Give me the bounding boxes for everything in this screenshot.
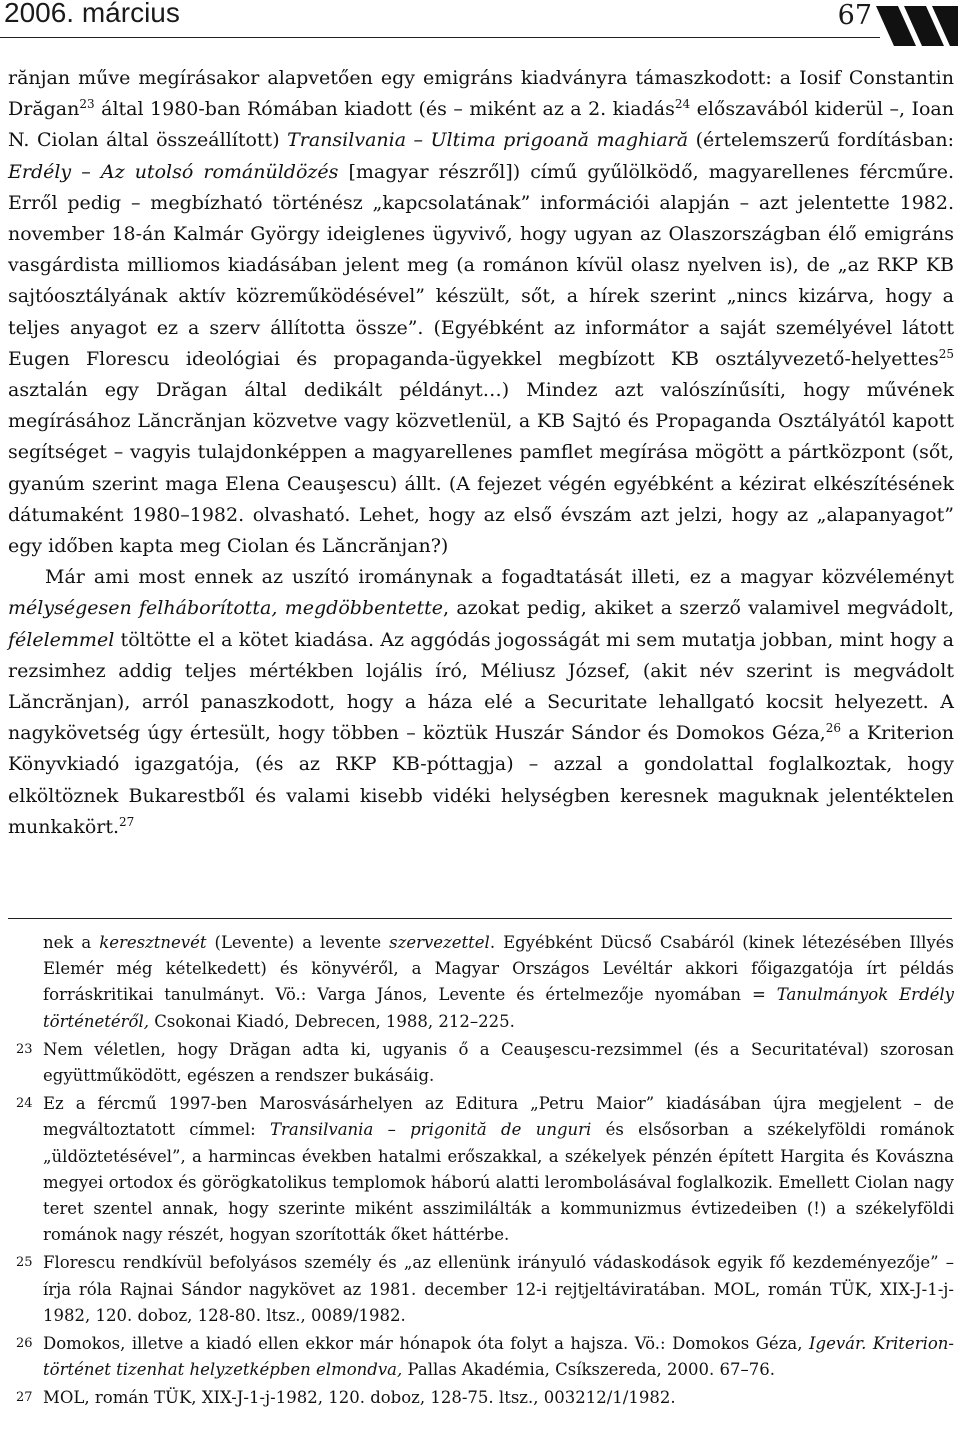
italic-text: Transilvania – prigonită de unguri xyxy=(270,1120,592,1140)
italic-text: Erdély – Az utolsó románüldözés xyxy=(8,160,339,183)
italic-text: szervezettel xyxy=(389,933,490,952)
italic-text: Igevár. Kriterion-történet tizenhat helyzetképben elmondva, xyxy=(43,1334,955,1380)
footnote-ref: 23 xyxy=(79,97,95,112)
footnote-ref: 26 xyxy=(825,721,841,736)
main-text xyxy=(8,63,954,843)
text-run: Florescu rendkívül befolyásos személy és „az ellenünk irányuló vádaskodások egyik fő kezdeményezője” – írja róla Rajnai Sándor nagykövet az 1981. december 12-i rejtjeltáviratában. MOL, román TÜK, XIX-J-1-j-1982, 120. doboz, 128-80. ltsz., 0089/1982. xyxy=(43,1253,954,1325)
text-run: Ez a fércmű 1997-ben Marosvásárhelyen az Editura „Petru Maior” kiadásában újra megjelent – de megváltoztatott címmel: xyxy=(43,1094,954,1140)
chevron-ornament-icon xyxy=(876,6,958,46)
italic-text: Tanulmányok Erdély történetéről, xyxy=(43,985,954,1031)
text-run: , azokat pedig, akiket a szerző valamivel megvádolt, xyxy=(442,597,954,620)
italic-text: Transilvania – Ultima prigoană maghiară xyxy=(287,129,689,152)
footnotes xyxy=(8,930,954,1412)
text-run: nek a xyxy=(43,933,100,952)
footnote xyxy=(8,1037,954,1089)
italic-text: félelemmel xyxy=(8,628,115,651)
footnote-number: 24 xyxy=(16,1096,33,1112)
text-run: Domokos, illetve a kiadó ellen ekkor már hónapok óta folyt a hajsza. Vö.: Domokos Géza, xyxy=(43,1334,809,1354)
footnote xyxy=(8,930,954,1035)
header-rule xyxy=(0,37,880,38)
footnote-number: 26 xyxy=(16,1336,33,1352)
footnote-rule xyxy=(8,918,952,919)
text-run: a Kriterion Könyvkiadó igazgatója, (és az RKP KB-póttagja) – azzal a gondolattal foglalkoztak, hogy elköltöznek Bukarestből és valami kisebb vidéki helységben keresnek maguknak jelentéktelen munkakört. xyxy=(8,722,954,838)
paragraph xyxy=(8,63,954,562)
text-run: MOL, román TÜK, XIX-J-1-j-1982, 120. doboz, 128-75. ltsz., 003212/1/1982. xyxy=(43,1388,676,1408)
text-run: Nem véletlen, hogy Drăgan adta ki, ugyanis ő a Ceauşescu-rezsimmel (és a Securitatéval) szorosan együttműködött, egészen a rendszer bukásáig. xyxy=(43,1039,954,1086)
text-run: előszavából kiderül –, Ioan N. Ciolan által összeállított) xyxy=(8,98,954,152)
footnote xyxy=(8,1331,954,1383)
text-run: rănjan műve megírásakor alapvetően egy emigráns kiadványra támaszkodott: a Iosif Constantin Drăgan xyxy=(8,67,954,121)
footnote-number: 23 xyxy=(16,1041,33,1057)
text-run: Csokonai Kiadó, Debrecen, 1988, 212–225. xyxy=(148,1011,515,1031)
text-run: Már ami most ennek az uszító irománynak a fogadtatását illeti, ez a magyar közvéleményt xyxy=(45,566,954,589)
footnote-number: 25 xyxy=(16,1255,33,1271)
text-run: [magyar részről]) című gyűlölködő, magyarellenes fércműre. Erről pedig – megbízható történész „kapcsolatának” információi alapján – azt jelentette 1982. november 18-án Kalmár György ideiglenes ügyvivő, hogy ugyan az Olaszországban élő emigráns vasgárdista milliomos kiadásában jelent meg (a románon kívül olasz nyelven is), de „az RKP KB sajtóosztályának aktív közreműködésével” készült, sőt, a hírek szerint „nincs kizárva, hogy a teljes anyagot ez a szerv állította össze”. (Egyébként az informátor a saját személyével látott Eugen Florescu ideológiai és propaganda-ügyekkel megbízott KB osztályvezető-helyettes xyxy=(8,160,954,370)
footnote-number: 27 xyxy=(16,1390,33,1406)
text-run: . Egyébként Dücső Csabáról (kinek létezésében Illyés Elemér még kételkedett) és könyvéről, a Magyar Országos Levéltár akkori főigazgatója írt példás forráskritikai tanulmányt. Vö.: Varga János, Levente és értelmezője nyomában = xyxy=(43,933,955,1005)
text-run: (Levente) a levente xyxy=(206,933,390,952)
page-header xyxy=(0,0,960,48)
footnote-ref: 25 xyxy=(938,346,954,361)
text-run: asztalán egy Drăgan által dedikált példányt…) Mindez azt valószínűsíti, hogy művének megírásához Lăncrănjan közvetve vagy közvetlenül, a KB Sajtó és Propaganda Osztályától kapott segítséget – vagyis tulajdonképpen a magyarellenes pamflet megírása mögött a pártközpont (sőt, gyanúm szerint maga Elena Ceauşescu) állt. (A fejezet végén egyébként a kézirat elkészítésének dátumaként 1980–1982. olvasható. Lehet, hogy az első évszám azt jelzi, hogy az „alapanyagot” egy időben kapta meg Ciolan és Lăncrănjan?) xyxy=(8,379,954,558)
footnote xyxy=(8,1091,954,1248)
text-run: Pallas Akadémia, Csíkszereda, 2000. 67–76. xyxy=(402,1360,775,1380)
italic-text: mélységesen felháborította, megdöbbentette xyxy=(8,597,443,620)
footnote xyxy=(8,1250,954,1329)
text-run: töltötte el a kötet kiadása. Az aggódás jogosságát mi sem mutatja jobban, mint hogy a rezsimhez addig teljes mértékben lojális író, Méliusz József, (akit név szerint is megvádolt Lăncrănjan), arról panaszkodott, hogy a háza elé a Securitate lehallgató kocsit helyezett. A nagykövetség úgy értesült, hogy többen – köztük Huszár Sándor és Domokos Géza, xyxy=(8,628,954,745)
footnote xyxy=(8,1385,954,1411)
page-number: 67 xyxy=(837,0,872,31)
text-run: és elsősorban a székelyföldi románok „üldöztetésével”, a harmincas években hatalmi erőszakkal, a székelyek pénzén épített Hargita és Kovászna megyei ortodox és görögkatolikus templomok háború alatti lerombolásával foglalkozik. Emellett Ciolan nagy teret szentel annak, hogy szerinte miként asszimilálták a kommunizmus évtizedeiben (!) a székelyföldi románok nagy részét, hogyan szorították őket háttérbe. xyxy=(43,1120,954,1245)
text-run: (értelemszerű fordításban: xyxy=(688,129,954,152)
paragraph xyxy=(8,562,954,843)
footnote-ref: 27 xyxy=(119,814,135,829)
italic-text: keresztnevét xyxy=(99,933,207,952)
footnote-ref: 24 xyxy=(674,97,691,112)
text-run: által 1980-ban Rómában kiadott (és – miként az a 2. kiadás xyxy=(94,98,675,121)
running-head: 2006. március xyxy=(4,0,180,28)
